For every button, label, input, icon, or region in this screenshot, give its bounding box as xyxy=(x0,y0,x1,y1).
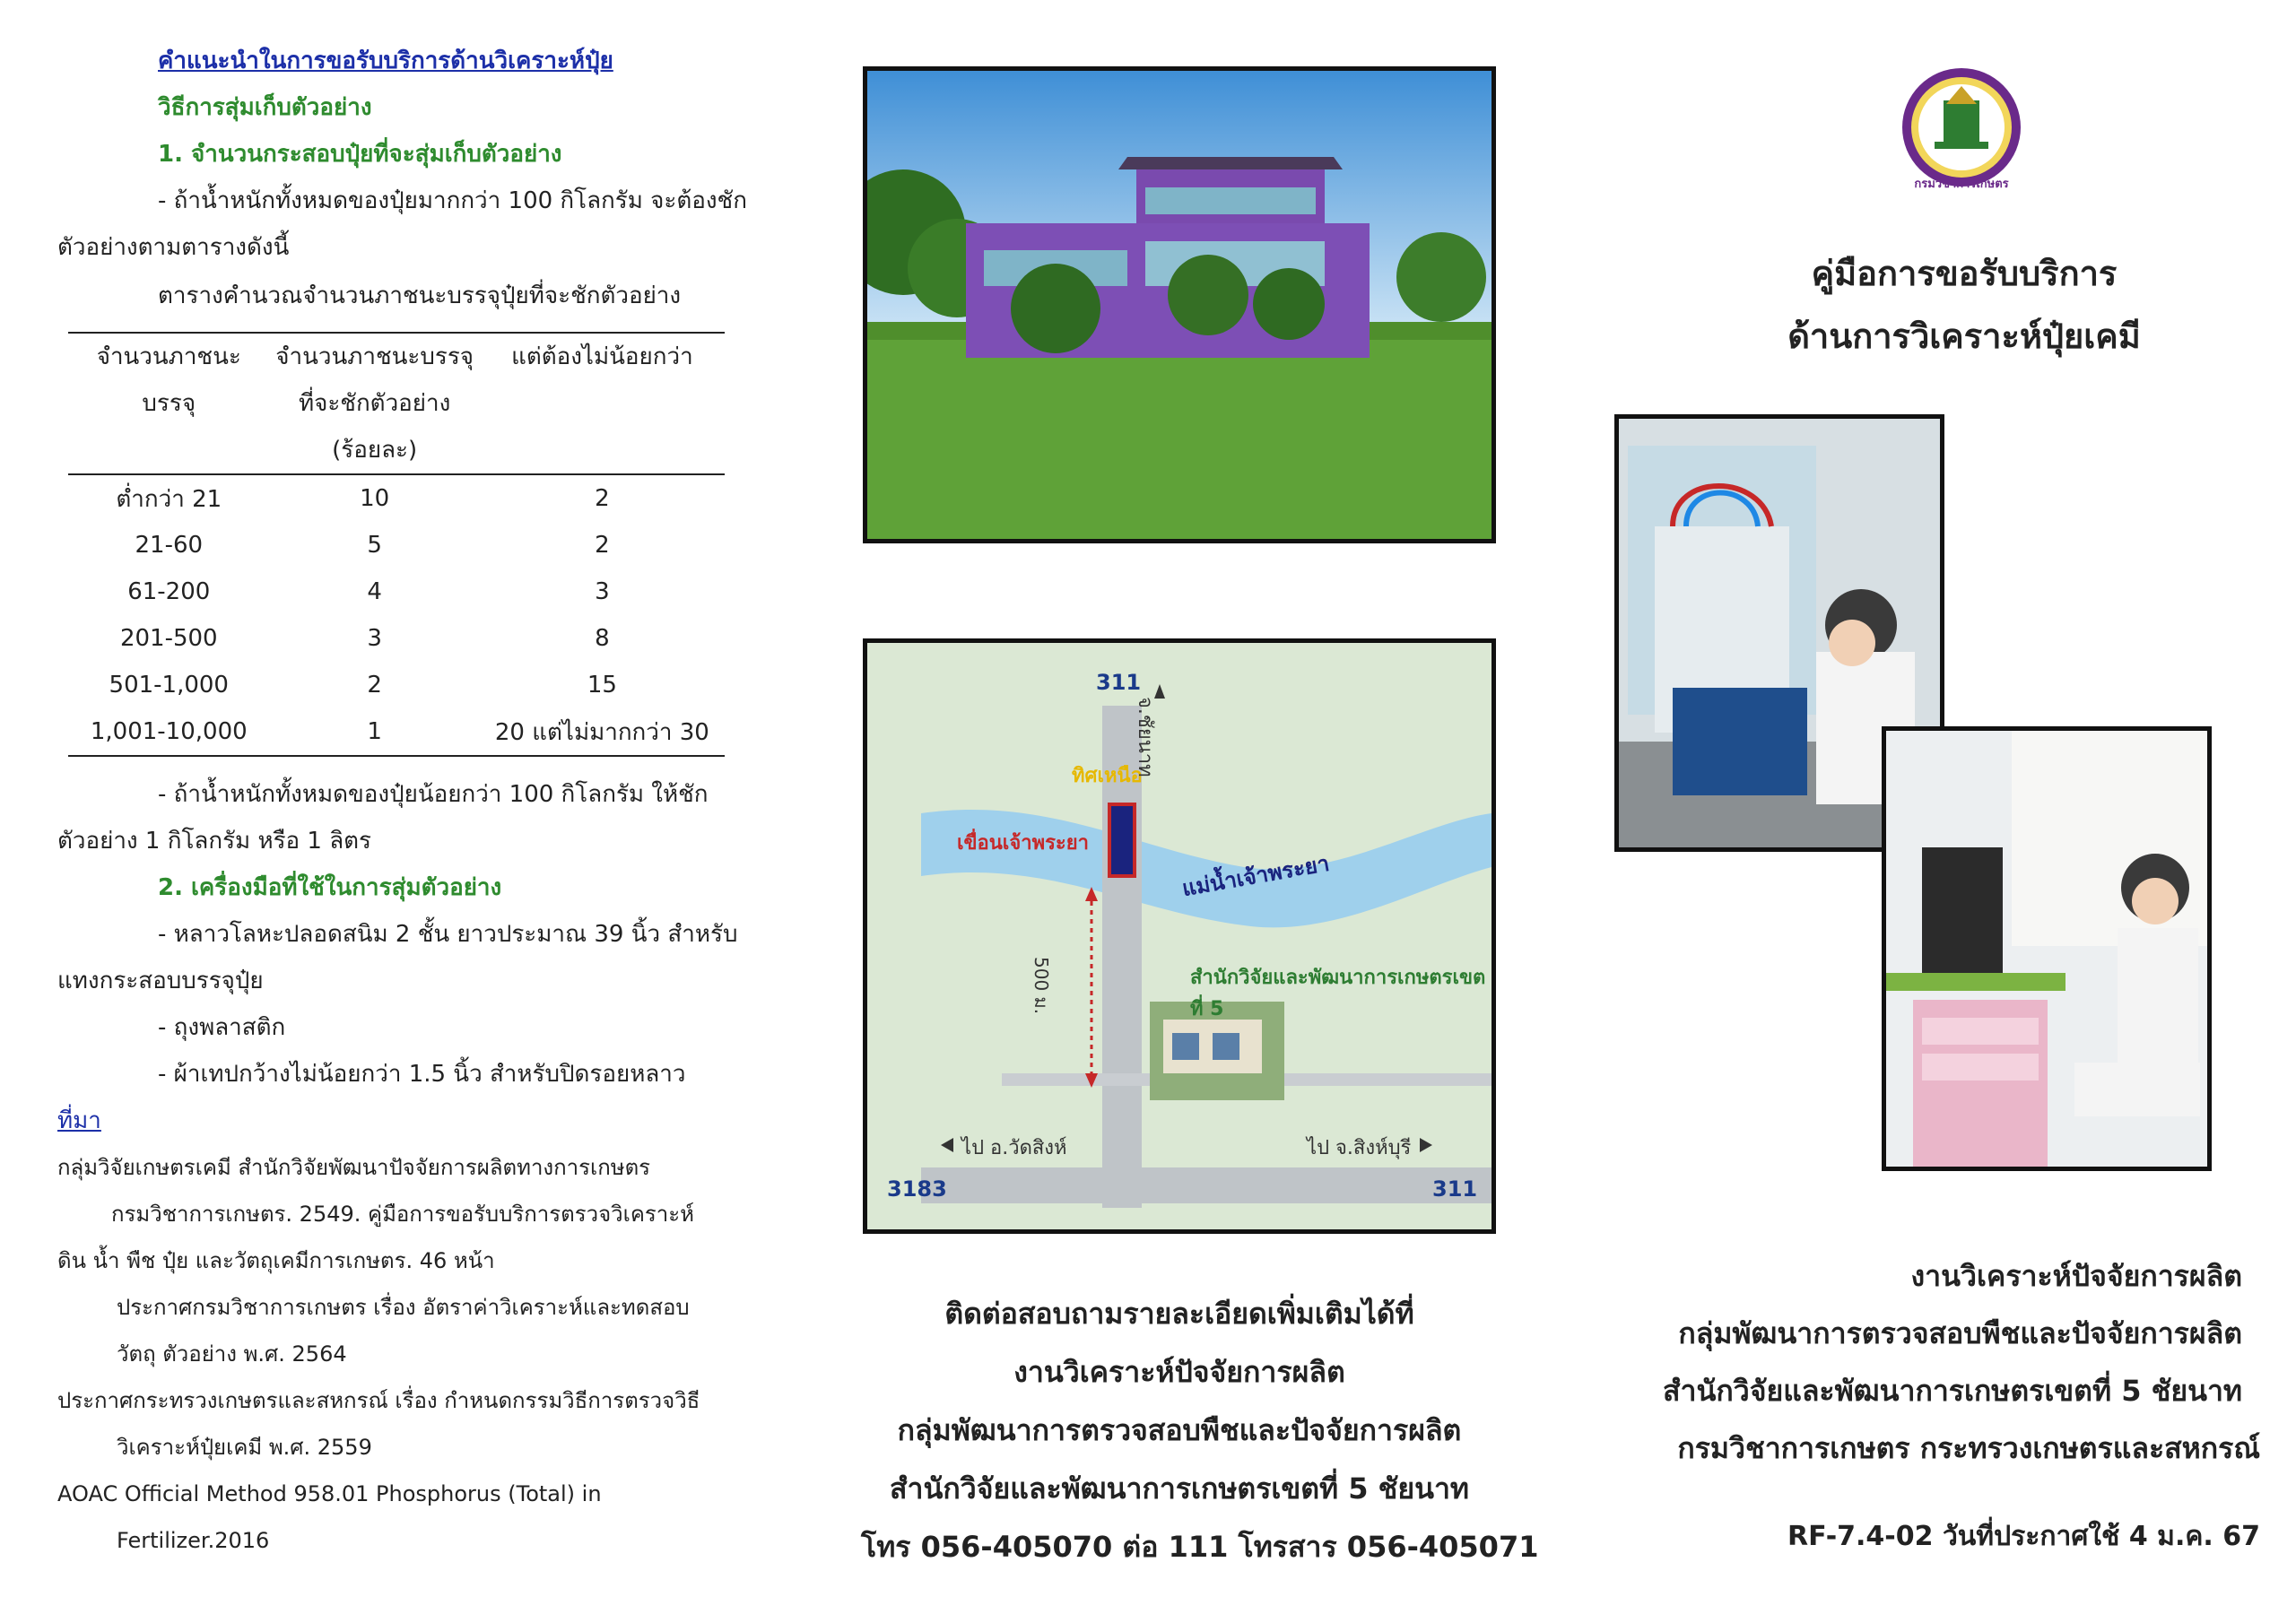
col-header-minimum: แต่ต้องไม่น้อยกว่า xyxy=(480,333,725,474)
document-code: RF-7.4-02 วันที่ประกาศใช้ 4 ม.ค. 67 xyxy=(1787,1521,2260,1552)
contact-phone: โทร 056-405070 ต่อ 111 โทรสาร 056-405071 xyxy=(861,1530,1539,1564)
lab-photo-instrument xyxy=(1882,726,2212,1171)
cell-count: ต่ำกว่า 21 xyxy=(116,485,222,513)
map-road-left: 3183 xyxy=(887,1176,947,1202)
reference-line: Fertilizer.2016 xyxy=(117,1528,270,1553)
cell-minimum: 3 xyxy=(595,578,610,605)
table-row xyxy=(68,474,725,522)
map-road-right: 311 xyxy=(1432,1176,1478,1202)
para-2a: - ถ้าน้ำหนักทั้งหมดของปุ๋ยน้อยกว่า 100 กิโลกรัม ให้ชัก xyxy=(158,781,709,808)
map-office-label: สำนักวิจัยและพัฒนาการเกษตรเขตที่ 5 xyxy=(1190,967,1486,1020)
org-line: กลุ่มพัฒนาการตรวจสอบพืชและปัจจัยการผลิต xyxy=(1678,1316,2242,1350)
brochure-subtitle: ด้านการวิเคราะห์ปุ๋ยเคมี xyxy=(1787,317,2141,356)
cell-minimum: 20 แต่ไม่มากกว่า 30 xyxy=(480,708,725,756)
source-link[interactable]: ที่มา xyxy=(57,1107,101,1134)
contact-line: กลุ่มพัฒนาการตรวจสอบพืชและปัจจัยการผลิต xyxy=(897,1413,1462,1447)
reference-line: กรมวิชาการเกษตร. 2549. คู่มือการขอรับบริการตรวจวิเคราะห์ xyxy=(111,1202,694,1227)
tool-2: - ถุงพลาสติก xyxy=(158,1014,286,1041)
contact-line: ติดต่อสอบถามรายละเอียดเพิ่มเติมได้ที่ xyxy=(944,1297,1414,1331)
section-1-title: 1. จำนวนกระสอบปุ๋ยที่จะสุ่มเก็บตัวอย่าง xyxy=(158,141,562,168)
map-north-label: ทิศเหนือ xyxy=(1072,765,1143,787)
cell-count: 501-1,000 xyxy=(109,672,229,699)
map-to-singburi: ไป จ.สิงห์บุรี xyxy=(1307,1137,1412,1159)
org-line: สำนักวิจัยและพัฒนาการเกษตรเขตที่ 5 ชัยนาท xyxy=(1662,1374,2242,1408)
map-river-label: แม่น้ำเจ้าพระยา xyxy=(1179,850,1332,902)
cell-percent: 3 xyxy=(367,625,382,652)
cell-count: 1,001-10,000 xyxy=(68,708,270,756)
col-header-percent: จำนวนภาชนะบรรจุที่จะชักตัวอย่าง (ร้อยละ) xyxy=(270,333,480,474)
department-logo xyxy=(1894,65,2029,199)
location-map xyxy=(863,638,1496,1234)
map-distance-label: 500 ม. xyxy=(1031,957,1052,1015)
table-header-row xyxy=(68,333,725,474)
col-header-containers: จำนวนภาชนะบรรจุ xyxy=(68,333,270,474)
reference-line: ประกาศกรมวิชาการเกษตร เรื่อง อัตราค่าวิเคราะห์และทดสอบ xyxy=(117,1295,690,1320)
para-2b: ตัวอย่าง 1 กิโลกรัม หรือ 1 ลิตร xyxy=(57,828,372,855)
table-row xyxy=(68,522,725,568)
org-line: กรมวิชาการเกษตร กระทรวงเกษตรและสหกรณ์ xyxy=(1677,1431,2260,1465)
para-1b: ตัวอย่างตามตารางดังนี้ xyxy=(57,234,290,261)
cell-percent: 2 xyxy=(367,672,382,699)
table-row xyxy=(68,708,725,756)
tool-1a: - หลาวโลหะปลอดสนิม 2 ชั้น ยาวประมาณ 39 นิ้ว สำหรับ xyxy=(158,921,738,948)
cell-percent: 10 xyxy=(360,485,390,512)
cell-percent: 5 xyxy=(367,532,382,559)
cell-minimum: 2 xyxy=(595,532,610,559)
building-photo-drawing xyxy=(867,71,1492,539)
sample-table xyxy=(68,332,725,757)
method-title: วิธีการสุ่มเก็บตัวอย่าง xyxy=(158,94,372,121)
cell-count: 61-200 xyxy=(127,578,211,605)
office-building-photo xyxy=(863,66,1496,543)
logo-caption: กรมวิชาการเกษตร xyxy=(1914,178,2009,191)
cell-count: 201-500 xyxy=(119,625,218,652)
table-caption: ตารางคำนวณจำนวนภาชนะบรรจุปุ๋ยที่จะชักตัวอย่าง xyxy=(158,282,682,309)
lab-photo-2-drawing xyxy=(1886,731,2207,1167)
contact-line: สำนักวิจัยและพัฒนาการเกษตรเขตที่ 5 ชัยนาท xyxy=(889,1471,1470,1506)
cell-percent: 4 xyxy=(367,578,382,605)
cell-percent: 1 xyxy=(270,708,480,756)
cell-minimum: 2 xyxy=(595,485,610,512)
brochure-title: คู่มือการขอรับบริการ xyxy=(1811,254,2118,293)
table-row xyxy=(68,662,725,708)
section-2-title: 2. เครื่องมือที่ใช้ในการสุ่มตัวอย่าง xyxy=(158,874,502,901)
contact-line: งานวิเคราะห์ปัจจัยการผลิต xyxy=(1013,1355,1345,1389)
tool-3: - ผ้าเทปกว้างไม่น้อยกว่า 1.5 นิ้ว สำหรับปิดรอยหลาว xyxy=(158,1061,686,1088)
org-line: งานวิเคราะห์ปัจจัยการผลิต xyxy=(1910,1259,2242,1293)
cell-minimum: 8 xyxy=(595,625,610,652)
para-1a: - ถ้าน้ำหนักทั้งหมดของปุ๋ยมากกว่า 100 กิโลกรัม จะต้องชัก xyxy=(158,187,747,214)
reference-line: วิเคราะห์ปุ๋ยเคมี พ.ศ. 2559 xyxy=(117,1435,372,1460)
tool-1b: แทงกระสอบบรรจุปุ๋ย xyxy=(57,968,264,994)
reference-line: วัตถุ ตัวอย่าง พ.ศ. 2564 xyxy=(117,1341,347,1367)
map-road-top: 311 xyxy=(1096,670,1142,695)
reference-line: ประกาศกระทรวงเกษตรและสหกรณ์ เรื่อง กำหนดกรรมวิธีการตรวจวิธี xyxy=(57,1388,700,1413)
reference-line: กลุ่มวิจัยเกษตรเคมี สำนักวิจัยพัฒนาปัจจัยการผลิตทางการเกษตร xyxy=(57,1155,651,1180)
map-to-chainat: จ.ชัยนาท xyxy=(1134,697,1156,777)
table-row xyxy=(68,568,725,615)
map-dam-label: เขื่อนเจ้าพระยา xyxy=(957,832,1089,855)
map-to-watsing: ไป อ.วัดสิงห์ xyxy=(961,1137,1067,1159)
table-row xyxy=(68,615,725,662)
cell-minimum: 15 xyxy=(587,672,617,699)
cell-count: 21-60 xyxy=(135,532,204,559)
reference-line: AOAC Official Method 958.01 Phosphorus (Total) in xyxy=(57,1481,602,1506)
reference-line: ดิน น้ำ พืช ปุ๋ย และวัตถุเคมีการเกษตร. 46 หน้า xyxy=(57,1248,495,1273)
guide-title[interactable]: คำแนะนำในการขอรับบริการด้านวิเคราะห์ปุ๋ย xyxy=(158,48,613,74)
